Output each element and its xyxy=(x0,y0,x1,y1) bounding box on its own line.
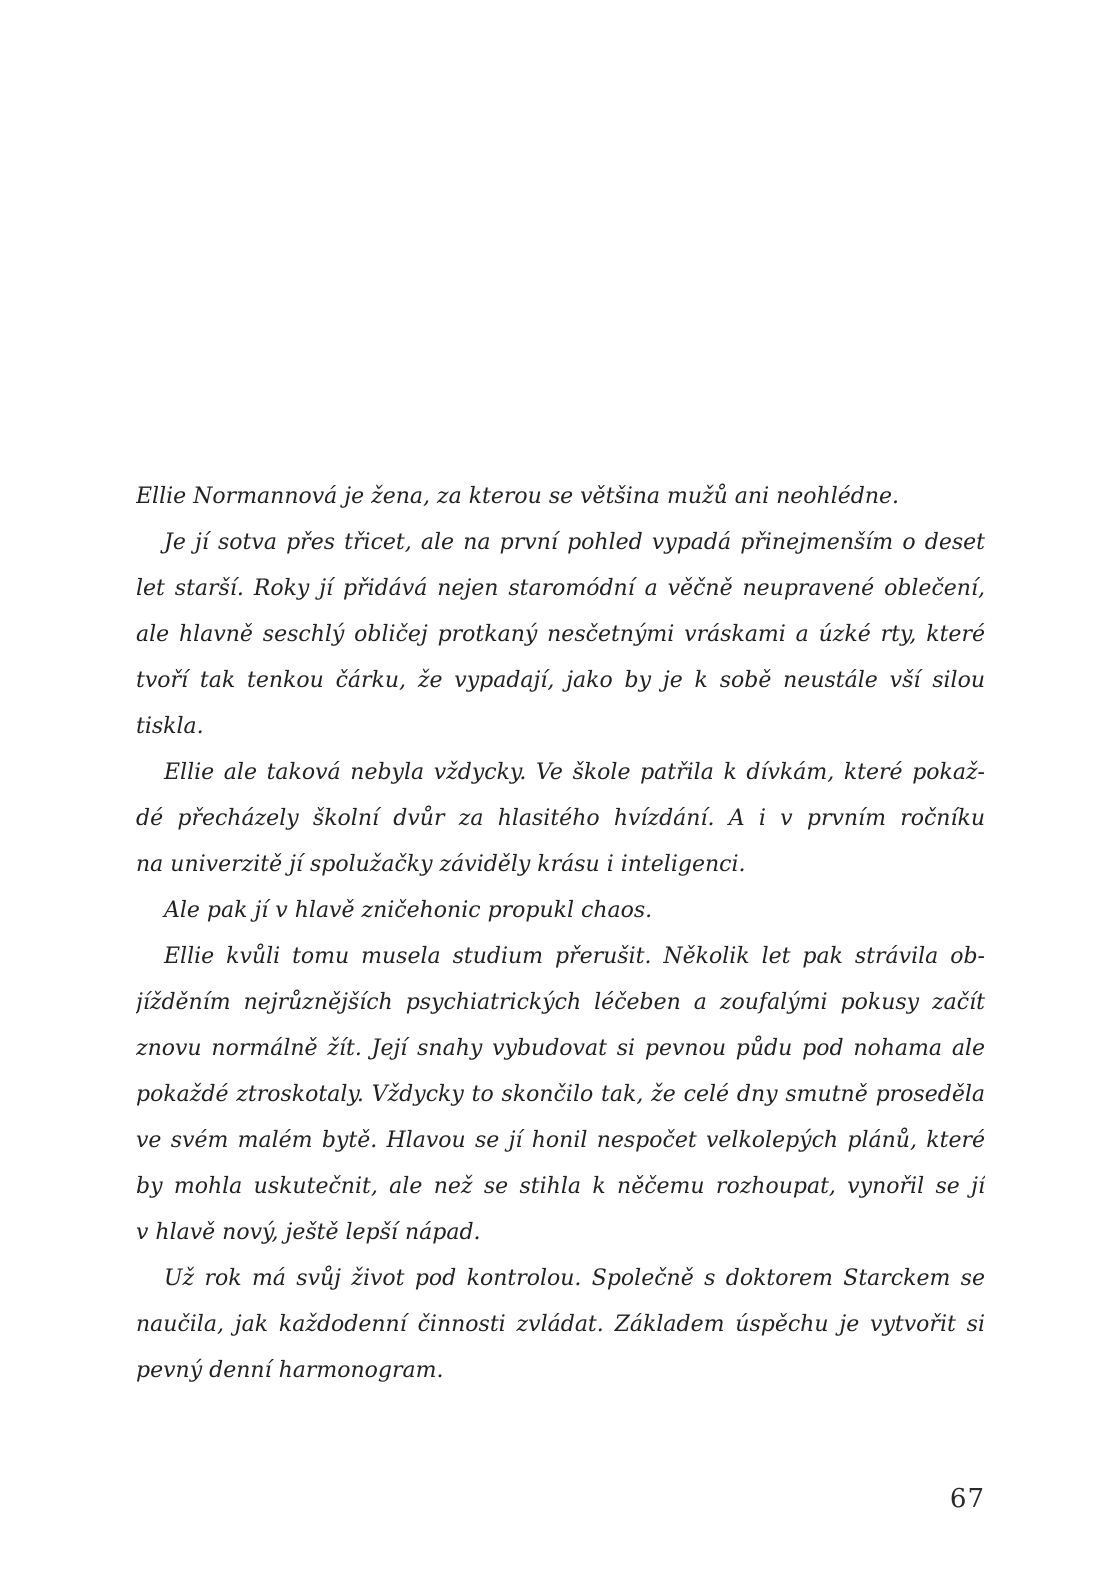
text-line: tvoří tak tenkou čárku, že vypadají, jako by je k sobě neustále vší silou xyxy=(136,668,985,693)
text-line: Už rok má svůj život pod kontrolou. Společně s doktorem Starckem se xyxy=(164,1266,985,1291)
text-line: tiskla. xyxy=(136,714,204,739)
text-line: dé přecházely školní dvůr za hlasitého hvízdání. A i v prvním ročníku xyxy=(136,806,985,831)
text-line: let starší. Roky jí přidává nejen staromódní a věčně neupravené oblečení, xyxy=(136,576,985,601)
text-line: Ellie kvůli tomu musela studium přerušit. Několik let pak strávila ob- xyxy=(164,944,985,969)
text-line: jížděním nejrůznějších psychiatrických léčeben a zoufalými pokusy začít xyxy=(136,990,985,1015)
text-line: ale hlavně seschlý obličej protkaný nesčetnými vráskami a úzké rty, které xyxy=(136,622,985,647)
text-line: pevný denní harmonogram. xyxy=(136,1358,444,1383)
text-line: Ellie Normannová je žena, za kterou se většina mužů ani neohlédne. xyxy=(136,484,900,509)
text-line: pokaždé ztroskotaly. Vždycky to skončilo tak, že celé dny smutně proseděla xyxy=(136,1082,985,1107)
text-line: by mohla uskutečnit, ale než se stihla k něčemu rozhoupat, vynořil se jí xyxy=(136,1174,985,1199)
body-text xyxy=(136,474,985,1394)
text-line: naučila, jak každodenní činnosti zvládat. Základem úspěchu je vytvořit si xyxy=(136,1312,985,1337)
page-number: 67 xyxy=(949,1484,985,1514)
text-line: Ale pak jí v hlavě zničehonic propukl chaos. xyxy=(164,898,653,923)
text-line: na univerzitě jí spolužačky záviděly krásu i inteligenci. xyxy=(136,852,746,877)
text-line: Je jí sotva přes třicet, ale na první pohled vypadá přinejmenším o deset xyxy=(164,530,985,555)
text-line: ve svém malém bytě. Hlavou se jí honil nespočet velkolepých plánů, které xyxy=(136,1128,985,1153)
text-line: v hlavě nový, ještě lepší nápad. xyxy=(136,1220,481,1245)
text-line: Ellie ale taková nebyla vždycky. Ve škole patřila k dívkám, které pokaž- xyxy=(164,760,985,785)
text-line: znovu normálně žít. Její snahy vybudovat si pevnou půdu pod nohama ale xyxy=(136,1036,985,1061)
